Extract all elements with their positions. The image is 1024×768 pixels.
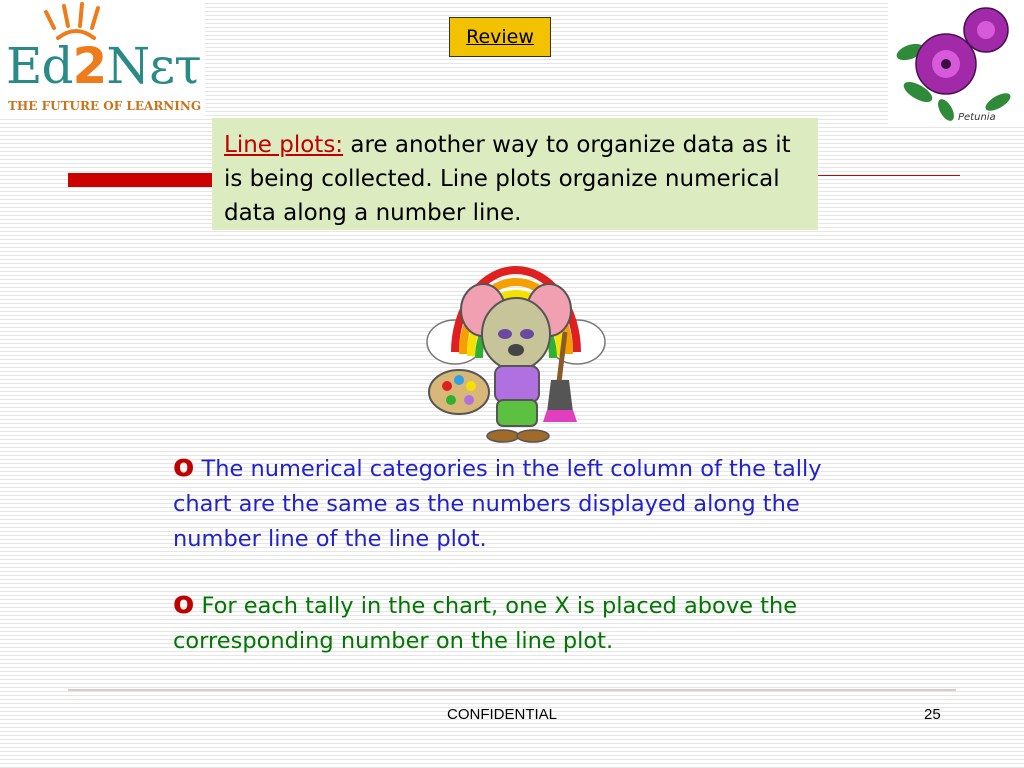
petunia-flower-image (888, 2, 1024, 126)
red-accent-bar (68, 173, 218, 187)
bullet-marker: o (173, 585, 195, 621)
logo-wordmark-2: 2 (72, 37, 107, 95)
flower-icon (888, 2, 1024, 126)
definition-term: Line plots: (224, 132, 344, 158)
logo-wordmark-ed: Ed (6, 37, 73, 95)
flower-caption: Petunia (958, 112, 996, 123)
mouse-painter-image (425, 262, 607, 446)
bullet-marker: o (173, 448, 195, 484)
logo-wordmark-net: Nετ (106, 37, 201, 95)
logo-wordmark (6, 36, 201, 96)
red-accent-line (818, 175, 960, 176)
bullet-item (173, 586, 873, 659)
review-button-label: Review (466, 26, 534, 48)
footer-label: CONFIDENTIAL (447, 706, 558, 723)
definition-text: are another way to organize data as it is being collected. Line plots organize numerical data along a number line. (224, 132, 791, 226)
mouse-painter-icon (425, 262, 607, 446)
logo-tagline: THE FUTURE OF LEARNING (8, 99, 202, 113)
bullet-item (173, 449, 883, 557)
review-button[interactable] (449, 17, 551, 57)
bullet-text: For each tally in the chart, one X is placed above the corresponding number on the line plot. (173, 593, 798, 654)
page-number: 25 (924, 706, 941, 723)
ed2net-logo (0, 0, 205, 118)
bullet-text: The numerical categories in the left column of the tally chart are the same as the numbers displayed along the number line of the line plot. (173, 456, 822, 552)
definition-box (212, 118, 818, 230)
footer-divider (68, 689, 956, 691)
